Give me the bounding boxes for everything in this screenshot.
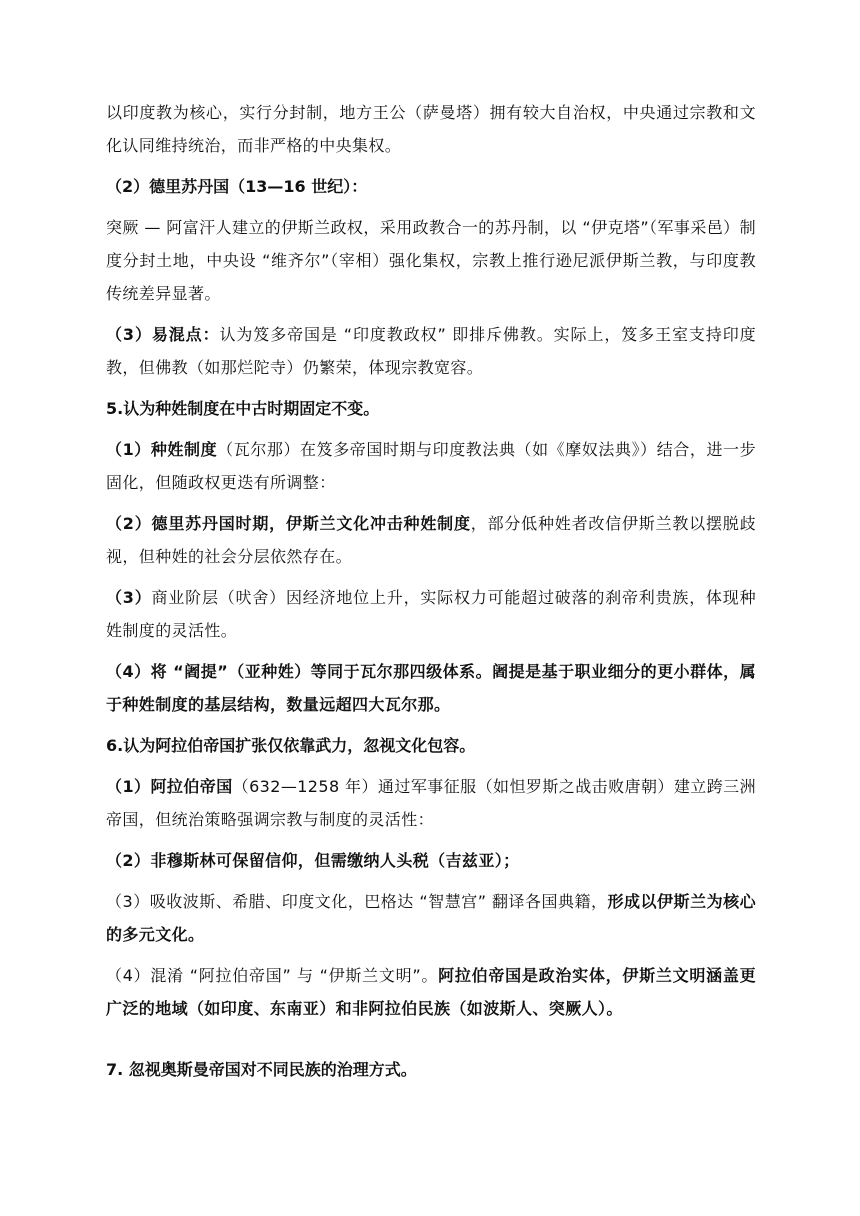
paragraph-5-1: （1）种姓制度（瓦尔那）在笈多帝国时期与印度教法典（如《摩奴法典》）结合，进一步固化，但随政权更迭有所调整：: [106, 440, 757, 492]
paragraph-5-4: （4）将 “阇提”（亚种姓）等同于瓦尔那四级体系。阇提是基于职业细分的更小群体，属于种姓制度的基层结构，数量远超四大瓦尔那。: [106, 662, 756, 714]
heading-section-6: 6.认为阿拉伯帝国扩张仅依靠武力，忽视文化包容。: [106, 736, 476, 755]
document-body: [106, 96, 756, 1094]
confusion-lead: （3）易混点：: [106, 325, 220, 344]
paragraph-hindu-core: 以印度教为核心，实行分封制，地方王公（萨曼塔）拥有较大自治权，中央通过宗教和文化认同维持统治，而非严格的中央集权。: [106, 103, 756, 155]
paragraph-6-3: （3）吸收波斯、希腊、印度文化，巴格达 “智慧宫” 翻译各国典籍，形成以伊斯兰为核心的多元文化。: [106, 892, 756, 944]
paragraph-6-1: （1）阿拉伯帝国（632—1258 年）通过军事征服（如怛罗斯之战击败唐朝）建立跨三洲帝国，但统治策略强调宗教与制度的灵活性：: [106, 777, 756, 829]
paragraph-6-4: （4）混淆 “阿拉伯帝国” 与 “伊斯兰文明”。阿拉伯帝国是政治实体，伊斯兰文明涵盖更广泛的地域（如印度、东南亚）和非阿拉伯民族（如波斯人、突厥人）。: [106, 966, 756, 1018]
heading-section-5: 5.认为种姓制度在中古时期固定不变。: [106, 399, 380, 418]
paragraph-delhi-sultanate: 突厥 — 阿富汗人建立的伊斯兰政权，采用政教合一的苏丹制，以 “伊克塔”（军事采邑）制度分封土地，中央设 “维齐尔”（宰相）强化集权，宗教上推行逊尼派伊斯兰教，与印度教传统差异显著。: [106, 218, 756, 303]
heading-delhi-sultanate: （2）德里苏丹国（13—16 世纪）：: [106, 177, 368, 196]
confusion-text: 认为笈多帝国是 “印度教政权” 即排斥佛教。实际上，笈多王室支持印度教，但佛教（如那烂陀寺）仍繁荣，体现宗教宽容。: [106, 325, 757, 377]
paragraph-6-2: （2）非穆斯林可保留信仰，但需缴纳人头税（吉兹亚）；: [106, 851, 520, 870]
paragraph-5-2: （2）德里苏丹国时期，伊斯兰文化冲击种姓制度，部分低种姓者改信伊斯兰教以摆脱歧视，但种姓的社会分层依然存在。: [106, 514, 756, 566]
paragraph-5-3: （3）商业阶层（吠舍）因经济地位上升，实际权力可能超过破落的刹帝利贵族，体现种姓制度的灵活性。: [106, 588, 756, 640]
spacer: [106, 1033, 756, 1053]
paragraph-confusion-point: [106, 318, 756, 384]
heading-section-7: 7. 忽视奥斯曼帝国对不同民族的治理方式。: [106, 1060, 417, 1079]
